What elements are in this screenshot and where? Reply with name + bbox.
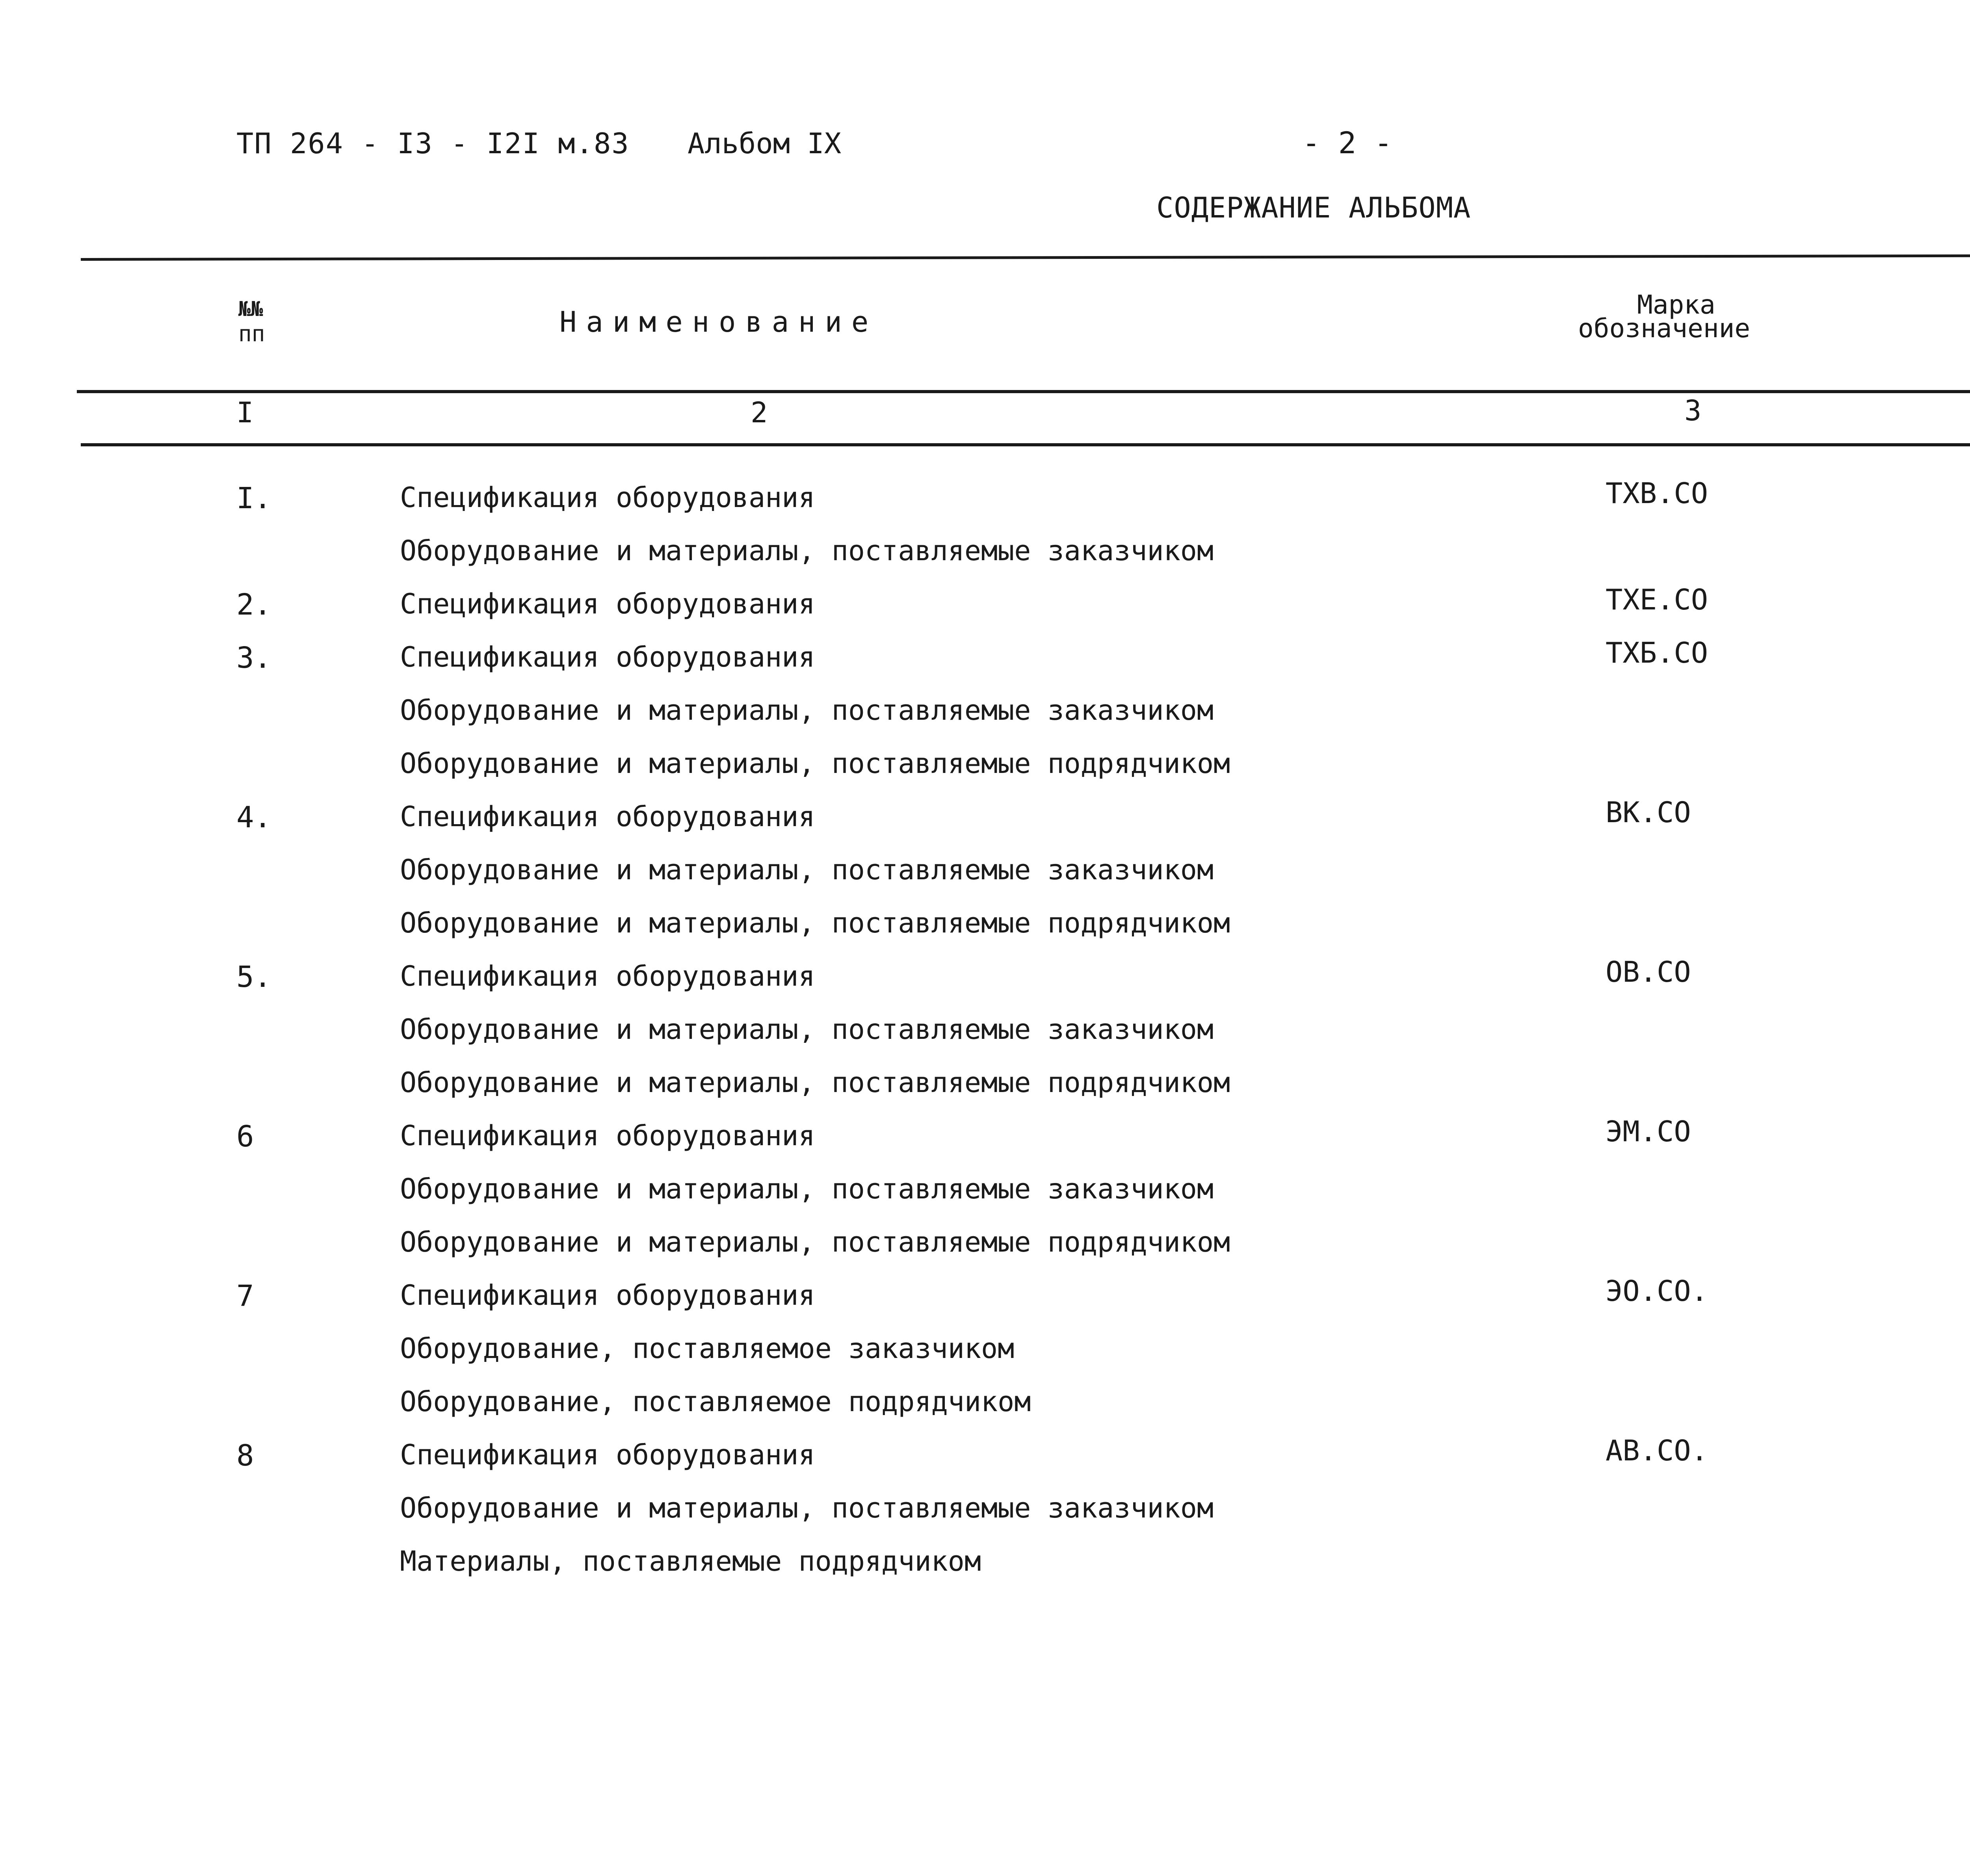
row-name: Оборудование, поставляемое заказчиком [400,1332,1015,1365]
row-number: 3. [236,641,272,675]
row-number: 8 [236,1439,254,1473]
row-name: Оборудование и материалы, поставляемые подрядчиком [400,907,1230,939]
table-row [0,854,1970,906]
column-number-3: 3 [1684,394,1702,427]
page-title: СОДЕРЖАНИЕ АЛЬБОМА [1156,191,1471,224]
row-name: Оборудование и материалы, поставляемые заказчиком [400,854,1214,886]
table-row [0,1115,1970,1172]
row-name: Оборудование и материалы, поставляемые заказчиком [400,535,1214,567]
column-number-2: 2 [751,396,768,429]
row-name: Спецификация оборудования [400,1279,815,1311]
table-column-number-rule [81,443,1970,446]
row-name: Оборудование и материалы, поставляемые заказчиком [400,694,1214,726]
row-name: Оборудование и материалы, поставляемые заказчиком [400,1013,1214,1046]
row-mark: ТХЕ.СО [1606,583,1708,616]
row-mark: ЭО.СО. [1606,1274,1708,1308]
row-name: Оборудование и материалы, поставляемые заказчиком [400,1492,1214,1524]
row-mark: ЭМ.СО [1606,1115,1691,1148]
table-row [0,535,1970,587]
table-row [0,1492,1970,1545]
row-number: I. [236,481,272,515]
row-mark: АВ.СО. [1606,1434,1708,1467]
row-mark: ТХБ.СО [1606,636,1708,669]
table-row [0,1545,1970,1598]
row-name: Оборудование и материалы, поставляемые подрядчиком [400,1066,1230,1099]
row-name: Оборудование и материалы, поставляемые заказчиком [400,1173,1214,1205]
column-header-name: Наименование [559,305,878,338]
table-row [0,694,1970,747]
row-number: 2. [236,588,272,622]
album-label: Альбом IX [688,127,842,160]
column-header-mark-1: Марка [1637,290,1715,320]
row-mark: ТХВ.СО [1606,477,1708,510]
column-header-mark-2: обозначение [1578,313,1751,344]
row-name: Оборудование, поставляемое подрядчиком [400,1386,1031,1418]
page-number: - 2 - [1302,125,1392,160]
table-row [0,1013,1970,1066]
row-number: 5. [236,960,272,994]
table-row [0,636,1970,694]
table-row [0,477,1970,534]
row-mark: ОВ.СО [1606,955,1691,988]
row-name: Спецификация оборудования [400,1120,815,1152]
table-top-rule [81,253,1970,261]
row-name: Спецификация оборудования [400,801,815,833]
row-name: Спецификация оборудования [400,641,815,673]
row-mark: ВК.СО [1606,796,1691,829]
row-name: Спецификация оборудования [400,960,815,992]
table-row [0,955,1970,1013]
column-header-number-1: №№ [238,297,263,321]
table-row [0,1274,1970,1332]
column-number-1: I [236,396,254,429]
table-row [0,747,1970,800]
row-name: Оборудование и материалы, поставляемые подрядчиком [400,1226,1230,1258]
column-header-number-2: пп [238,321,265,347]
row-number: 7 [236,1279,254,1313]
table-row [0,796,1970,853]
table-header-rule [77,390,1970,393]
row-number: 4. [236,801,272,834]
row-number: 6 [236,1120,254,1153]
table-row [0,1386,1970,1438]
table-row [0,583,1970,641]
table-row [0,1332,1970,1385]
table-row [0,1066,1970,1119]
document-code: ТП 264 - I3 - I2I м.83 [236,127,630,160]
table-row [0,1226,1970,1279]
row-name: Спецификация оборудования [400,481,815,514]
row-name: Материалы, поставляемые подрядчиком [400,1545,981,1577]
row-name: Оборудование и материалы, поставляемые подрядчиком [400,747,1230,780]
table-row [0,1173,1970,1226]
row-name: Спецификация оборудования [400,1439,815,1471]
table-row [0,1434,1970,1492]
table-row [0,907,1970,960]
row-name: Спецификация оборудования [400,588,815,620]
